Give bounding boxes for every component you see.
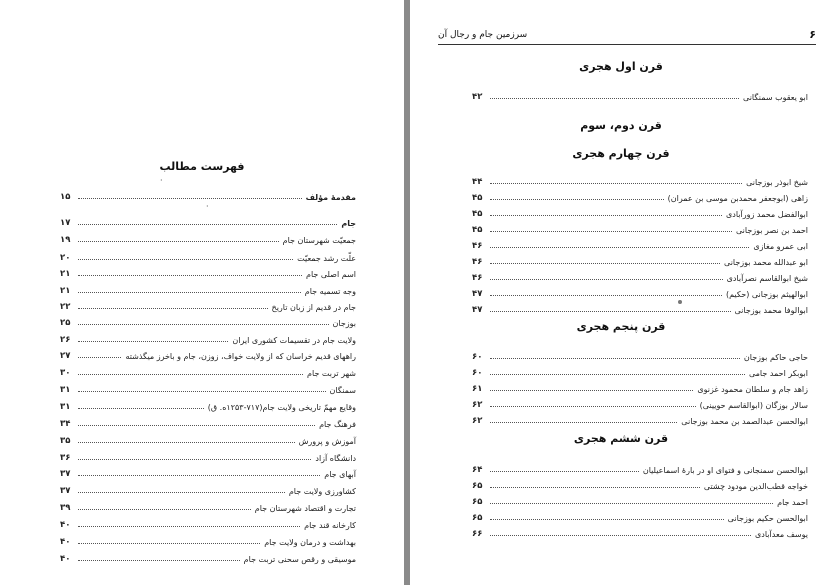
toc-entry-title: یوسف معدآبادی [755, 530, 808, 539]
running-head [438, 28, 816, 45]
toc-entry-title: آبهای جام [324, 470, 356, 479]
toc-entry-title: ابوالحسن حکیم بوزجانی [727, 514, 808, 523]
dot-leader [490, 373, 745, 375]
toc-entry-page: ۳۹ [60, 503, 71, 513]
toc-entry-page: ۲۱ [60, 286, 71, 296]
toc-entry-page: ۳۴ [60, 419, 71, 429]
toc-entry-page: ۳۷ [60, 486, 71, 496]
dot-leader [78, 340, 228, 342]
toc-entry-title: شیخ ابوالقاسم نصرآبادی [726, 274, 808, 283]
toc-entry-page: ۲۰ [60, 253, 71, 263]
toc-entry-page: ۶۴ [472, 465, 483, 475]
toc-entry-page: ۶۱ [472, 384, 483, 394]
dot-leader [490, 421, 677, 423]
dot-leader [78, 274, 302, 276]
toc-entry-title: زاهد جام و سلطان محمود غزنوی [697, 385, 808, 394]
toc-entry [60, 499, 356, 513]
dot-leader [490, 518, 724, 520]
dot-leader [490, 486, 700, 488]
toc-entry-page: ۴۵ [472, 209, 483, 219]
toc-entry [60, 381, 356, 395]
toc-entry-title: مقدمهٔ مؤلف [305, 193, 356, 202]
toc-entry-title: آموزش و پرورش [298, 437, 356, 446]
toc-entry-page: ۱۵ [60, 192, 71, 202]
dot-leader [490, 470, 639, 472]
section-heading: قرن پنجم هجری [576, 320, 666, 333]
toc-entry-title: فرهنگ جام [319, 420, 356, 429]
toc-entry [472, 237, 808, 251]
toc-entry-page: ۲۷ [60, 351, 71, 361]
page-number: ۶ [809, 28, 816, 41]
dot-leader [490, 310, 731, 312]
toc-entry [60, 214, 356, 228]
dot-leader [490, 294, 722, 296]
dot-leader [490, 97, 739, 99]
toc-entry [60, 298, 356, 312]
toc-entry-title: احمد جام [777, 498, 808, 507]
dot-leader [78, 197, 302, 199]
toc-entry-page: ۴۶ [472, 257, 483, 267]
toc-entry-page: ۳۰ [60, 368, 71, 378]
toc-entry [472, 269, 808, 283]
toc-entry [60, 249, 356, 263]
toc-entry-page: ۴۲ [472, 92, 483, 102]
toc-entry-page: ۴۶ [472, 241, 483, 251]
toc-entry-page: ۶۵ [472, 497, 483, 507]
dot-leader [490, 405, 696, 407]
dot-leader [78, 291, 301, 293]
toc-entry-page: ۲۲ [60, 302, 71, 312]
section-heading: قرن ششم هجری [573, 432, 669, 445]
toc-entry [472, 493, 808, 507]
toc-entry-page: ۶۵ [472, 481, 483, 491]
dot-mark: · [206, 202, 209, 211]
toc-entry [60, 282, 356, 296]
toc-entry [472, 380, 808, 394]
toc-entry-page: ۶۵ [472, 513, 483, 523]
toc-entry [472, 88, 808, 102]
dot-leader [78, 441, 295, 443]
toc-entry [472, 285, 808, 299]
dot-leader [490, 357, 740, 359]
toc-entry [60, 265, 356, 279]
toc-entry [60, 398, 356, 412]
toc-entry-title: ابوبکر احمد جامی [748, 369, 808, 378]
toc-entry-title: احمد بن نصر بوزجانی [735, 226, 808, 235]
toc-entry-page: ۲۵ [60, 318, 71, 328]
toc-entry-title: جام در قدیم از زبان تاریخ [271, 303, 356, 312]
dot-leader [78, 323, 329, 325]
toc-entry-title: ابوالفضل محمد زورآبادی [726, 210, 808, 219]
dot-leader [490, 502, 773, 504]
toc-entry-page: ۳۱ [60, 402, 71, 412]
toc-entry-page: ۲۱ [60, 269, 71, 279]
toc-entry [60, 465, 356, 479]
dot-leader [78, 491, 285, 493]
toc-entry [472, 189, 808, 203]
toc-entry-title: علّت رشد جمعیّت [297, 254, 356, 263]
dot-leader [490, 262, 720, 264]
left-page [0, 0, 404, 585]
toc-entry-title: ابوالحسن سمنجانی و فتوای او در بارهٔ اسماعیلیان [642, 466, 808, 475]
toc-entry-title: ابوالهیثم بوزجانی (حکیم) [725, 290, 808, 299]
dot-leader [78, 373, 303, 375]
dot-leader [78, 223, 337, 225]
toc-entry-page: ۳۶ [60, 453, 71, 463]
toc-entry-page: ۴۵ [472, 193, 483, 203]
toc-entry [472, 412, 808, 426]
toc-entry-title: جام [341, 219, 356, 228]
toc-entry-page: ۳۷ [60, 469, 71, 479]
toc-entry-page: ۳۱ [60, 385, 71, 395]
toc-title: فهرست مطالب [159, 160, 245, 173]
dot-leader [78, 542, 260, 544]
toc-entry [472, 477, 808, 491]
toc-entry-title: زاهی (ابوجعفر محمدبن موسی بن عمران) [667, 194, 808, 203]
toc-entry-title: اسم اصلی جام [305, 270, 356, 279]
toc-entry [60, 415, 356, 429]
toc-entry-page: ۴۶ [472, 273, 483, 283]
dot-leader [78, 525, 300, 527]
toc-entry-page: ۶۰ [472, 368, 483, 378]
toc-entry [60, 231, 356, 245]
toc-entry [472, 364, 808, 378]
toc-entry [472, 301, 808, 315]
dot-leader [490, 230, 732, 232]
toc-entry-title: ولایت جام در تقسیمات کشوری ایران [232, 336, 356, 345]
toc-entry-title: سمنگان [329, 386, 356, 395]
toc-entry-page: ۴۴ [472, 177, 483, 187]
toc-entry-page: ۶۰ [472, 352, 483, 362]
toc-entry-page: ۲۶ [60, 335, 71, 345]
toc-entry-title: کشاورزی ولایت جام [288, 487, 356, 496]
dot-leader [78, 424, 315, 426]
dot-leader [490, 214, 722, 216]
dot-leader [490, 534, 751, 536]
dot-leader [78, 356, 121, 358]
toc-entry [472, 509, 808, 523]
toc-entry [60, 550, 356, 564]
toc-entry-title: حاجی حاکم بوزجان [743, 353, 808, 362]
toc-entry [472, 205, 808, 219]
toc-entry [60, 533, 356, 547]
toc-entry [60, 432, 356, 446]
toc-entry-title: سالار بوزگان (ابوالقاسم حویینی) [699, 401, 808, 410]
section-heading: قرن چهارم هجری [572, 147, 670, 160]
toc-entry [60, 188, 356, 202]
toc-entry-page: ۶۲ [472, 400, 483, 410]
dot-leader [78, 240, 279, 242]
toc-entry-title: وقایع مهمّ تاریخی ولایت جام(۷۱۷-۱۲۵۳ه. ق) [207, 403, 356, 412]
toc-entry [60, 516, 356, 530]
toc-entry [472, 348, 808, 362]
dot-leader [78, 307, 268, 309]
toc-entry [472, 461, 808, 475]
toc-entry-title: خواجه قطب‌الدین مودود چشتی [703, 482, 808, 491]
toc-entry-title: تجارت و اقتصاد شهرستان جام [254, 504, 356, 513]
dot-leader [490, 182, 742, 184]
toc-entry-page: ۴۵ [472, 225, 483, 235]
toc-entry-title: وجه تسمیه جام [304, 287, 356, 296]
dot-leader [490, 198, 664, 200]
dot-leader [78, 407, 204, 409]
toc-entry [60, 314, 356, 328]
section-heading: قرن دوم، سوم [580, 119, 662, 132]
toc-entry [472, 221, 808, 235]
toc-entry-title: شیخ ابوذر بوزجانی [746, 178, 808, 187]
dot-leader [78, 559, 240, 561]
toc-entry [60, 482, 356, 496]
toc-entry [60, 347, 356, 361]
toc-entry-page: ۱۹ [60, 235, 71, 245]
toc-entry [60, 364, 356, 378]
toc-entry-title: دانشگاه آزاد [315, 454, 356, 463]
toc-entry-title: ابو یعقوب سمنگانی [743, 93, 808, 102]
toc-entry-page: ۴۷ [472, 289, 483, 299]
dot-leader [78, 508, 251, 510]
toc-entry-page: ۴۰ [60, 554, 71, 564]
toc-entry-page: ۶۶ [472, 529, 483, 539]
toc-entry-title: ابی عمرو مغازی [753, 242, 808, 251]
toc-entry-page: ۶۲ [472, 416, 483, 426]
dot-leader [490, 246, 749, 248]
toc-entry-title: راههای قدیم خراسان که از ولایت خواف، زوزن، جام و باخرز میگذشته [125, 352, 356, 361]
toc-entry-title: ابوالوفا محمد بوزجانی [734, 306, 808, 315]
toc-entry-page: ۱۷ [60, 218, 71, 228]
dot-leader [78, 458, 311, 460]
toc-entry-title: کارخانه قند جام [304, 521, 356, 530]
dot-leader [490, 278, 723, 280]
toc-entry [472, 253, 808, 267]
toc-entry-page: ۴۷ [472, 305, 483, 315]
toc-entry [472, 173, 808, 187]
dot-leader [490, 389, 693, 391]
section-heading: قرن اول هجری [579, 60, 663, 73]
dot-leader [78, 390, 326, 392]
toc-entry-title: موسیقی و رقص سحنی تربت جام [243, 555, 356, 564]
dot-leader [78, 258, 293, 260]
toc-entry [60, 331, 356, 345]
toc-entry-page: ۳۵ [60, 436, 71, 446]
toc-entry-page: ۴۰ [60, 520, 71, 530]
toc-entry [60, 449, 356, 463]
toc-entry-title: ابو عبدالله محمد بوزجانی [724, 258, 808, 267]
toc-entry-title: جمعیّت شهرستان جام [282, 236, 356, 245]
dot-mark: · [160, 176, 163, 185]
right-page [410, 0, 832, 585]
toc-entry-title: بوزجان [332, 319, 356, 328]
toc-entry [472, 525, 808, 539]
toc-entry-title: ابوالحسن عبدالصمد بن محمد بوزجانی [681, 417, 808, 426]
toc-entry-title: شهر تربت جام [307, 369, 356, 378]
book-title: سرزمین جام و رجال آن [438, 30, 528, 40]
dot-leader [78, 474, 320, 476]
toc-entry-page: ۴۰ [60, 537, 71, 547]
toc-entry-title: بهداشت و درمان ولایت جام [264, 538, 356, 547]
toc-entry [472, 396, 808, 410]
